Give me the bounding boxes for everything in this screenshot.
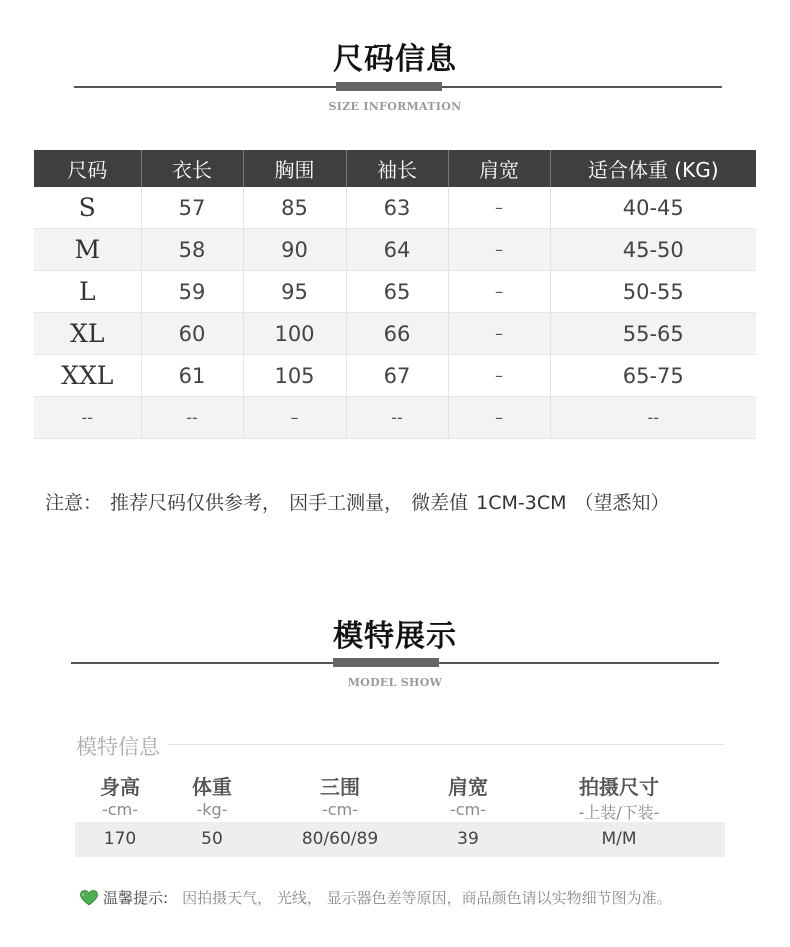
cell-weight: 65-75 — [550, 355, 756, 397]
header-size: 尺码 — [34, 150, 141, 187]
cell-shoulder: – — [448, 355, 550, 397]
cell-size: L — [34, 271, 141, 313]
cell-size: M — [34, 229, 141, 271]
header-length: 衣长 — [141, 150, 243, 187]
cell-sleeve: -- — [346, 397, 448, 439]
cell-length: 59 — [141, 271, 243, 313]
cell-size: XXL — [34, 355, 141, 397]
tip-text: 因拍摄天气， 光线， 显示器色差等原因，商品颜色请以实物细节图为准。 — [182, 889, 672, 907]
cell-chest: 100 — [243, 313, 346, 355]
cell-sleeve: 65 — [346, 271, 448, 313]
cell-chest: 85 — [243, 187, 346, 229]
table-row — [34, 187, 756, 229]
table-row — [34, 397, 756, 439]
size-section-accent-bar — [336, 82, 442, 91]
model-value-measurements: 80/60/89 — [301, 829, 379, 849]
model-value-shoot-size: M/M — [601, 829, 637, 849]
header-sleeve: 袖长 — [346, 150, 448, 187]
cell-length: 57 — [141, 187, 243, 229]
cell-weight: 50-55 — [550, 271, 756, 313]
size-table-header-row — [34, 150, 756, 187]
header-shoulder: 肩宽 — [448, 150, 550, 187]
cell-shoulder: – — [448, 229, 550, 271]
model-header-shoot-size: 拍摄尺寸 — [579, 775, 659, 799]
cell-length: 61 — [141, 355, 243, 397]
model-unit-weight: -kg- — [196, 800, 228, 819]
model-unit-shoot-size: -上装/下装- — [578, 803, 660, 822]
model-value-height: 170 — [103, 829, 137, 849]
cell-sleeve: 64 — [346, 229, 448, 271]
model-info-divider — [168, 744, 724, 745]
cell-shoulder: – — [448, 313, 550, 355]
model-value-weight: 50 — [201, 829, 223, 849]
cell-weight: 45-50 — [550, 229, 756, 271]
size-section-title: 尺码信息 — [333, 42, 457, 77]
cell-size: XL — [34, 313, 141, 355]
model-section-accent-bar — [333, 658, 439, 667]
cell-chest: – — [243, 397, 346, 439]
cell-sleeve: 66 — [346, 313, 448, 355]
model-info-label: 模特信息 — [76, 735, 160, 759]
header-weight: 适合体重 (KG) — [550, 150, 756, 187]
size-section-subtitle: SIZE INFORMATION — [328, 100, 462, 113]
cell-length: 58 — [141, 229, 243, 271]
cell-shoulder: – — [448, 397, 550, 439]
model-section-subtitle: MODEL SHOW — [347, 676, 443, 689]
cell-sleeve: 67 — [346, 355, 448, 397]
model-header-height: 身高 — [100, 775, 140, 799]
model-section-title: 模特展示 — [333, 619, 457, 654]
cell-size: -- — [34, 397, 141, 439]
cell-sleeve: 63 — [346, 187, 448, 229]
cell-weight: 40-45 — [550, 187, 756, 229]
cell-chest: 90 — [243, 229, 346, 271]
cell-size: S — [34, 187, 141, 229]
size-table — [34, 150, 756, 439]
model-unit-shoulder: -cm- — [450, 800, 486, 819]
model-header-measurements: 三围 — [320, 775, 360, 799]
cell-length: 60 — [141, 313, 243, 355]
model-header-weight: 体重 — [192, 775, 232, 799]
cell-weight: 55-65 — [550, 313, 756, 355]
size-note: 注意： 推荐尺码仅供参考， 因手工测量， 微差值 1CM-3CM （望悉知） — [45, 492, 670, 514]
cell-length: -- — [141, 397, 243, 439]
tip-label: 温馨提示: — [103, 889, 169, 907]
tip — [80, 887, 672, 910]
cell-shoulder: – — [448, 271, 550, 313]
model-unit-height: -cm- — [102, 800, 138, 819]
table-row — [34, 313, 756, 355]
table-row — [34, 355, 756, 397]
header-chest: 胸围 — [243, 150, 346, 187]
table-row — [34, 229, 756, 271]
cell-shoulder: – — [448, 187, 550, 229]
model-value-shoulder: 39 — [457, 829, 479, 849]
heart-icon — [80, 890, 98, 910]
table-row — [34, 271, 756, 313]
cell-chest: 105 — [243, 355, 346, 397]
model-header-shoulder: 肩宽 — [448, 775, 488, 799]
cell-weight: -- — [550, 397, 756, 439]
cell-chest: 95 — [243, 271, 346, 313]
model-unit-measurements: -cm- — [322, 800, 358, 819]
